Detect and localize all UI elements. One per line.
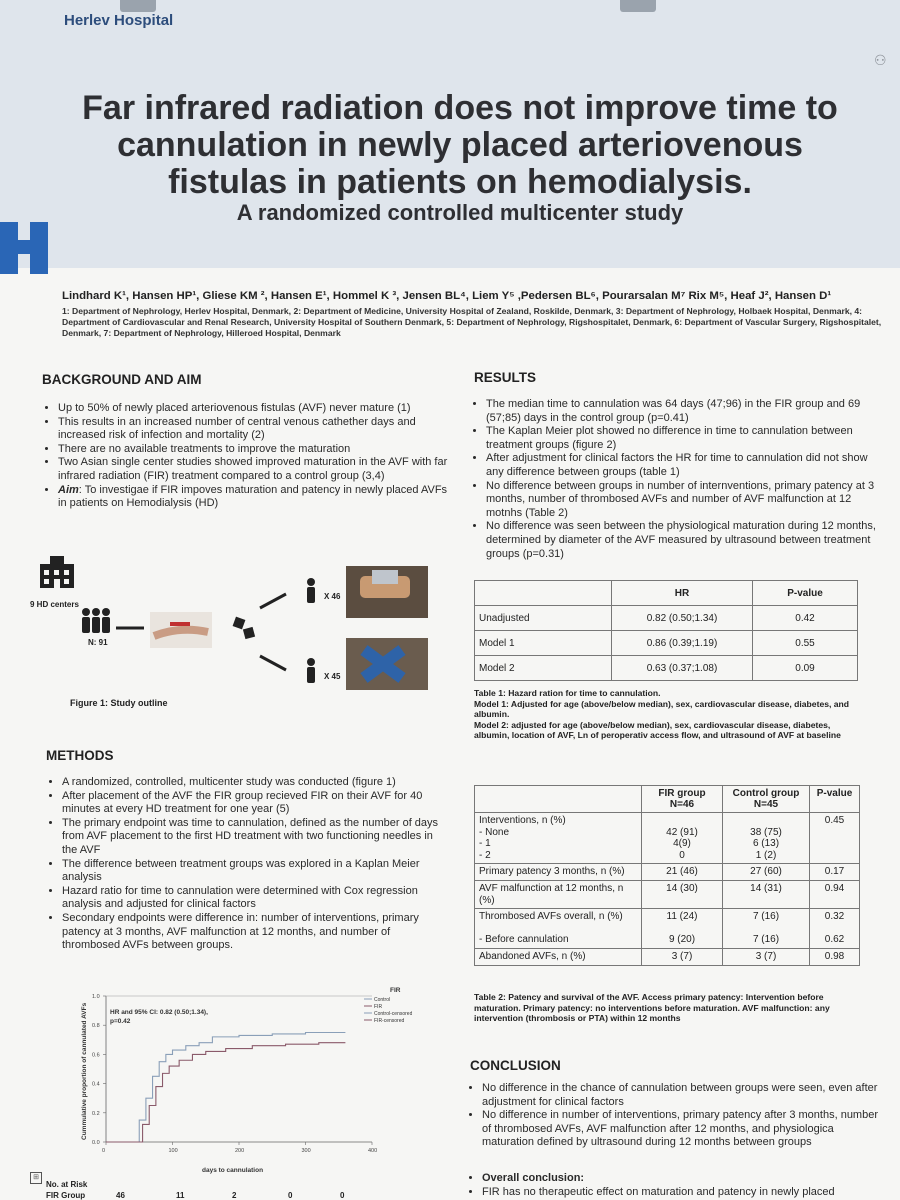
list-item: • The primary endpoint was time to cannulation, defined as the number of days from AVF placement to the first HD treatment with two functioning needles in the AVF bbox=[62, 817, 450, 858]
methods-list bbox=[46, 776, 450, 953]
poster-clip bbox=[620, 0, 656, 12]
table-cell: 0.32 0.62 bbox=[810, 909, 860, 949]
table-cell: 3 (7) bbox=[723, 948, 810, 965]
kaplan-meier-plot bbox=[72, 982, 412, 1182]
table-row bbox=[475, 948, 860, 965]
hospital-logo-icon bbox=[0, 222, 48, 274]
overall-conclusion-label: Overall conclusion: bbox=[482, 1172, 585, 1184]
list-item: • FIR has no therapeutic effect on maturation and patency in newly placed bbox=[482, 1186, 878, 1200]
table-cell: 0.94 bbox=[810, 880, 860, 908]
table-cell: Interventions, n (%) - None - 1 - 2 bbox=[475, 813, 642, 864]
km-y-tick-label: 0.6 bbox=[92, 1052, 100, 1059]
results-list bbox=[470, 398, 876, 561]
table-cell: Primary patency 3 months, n (%) bbox=[475, 864, 642, 881]
km-y-tick-label: 0.0 bbox=[92, 1140, 100, 1146]
control-device-photo bbox=[346, 638, 428, 690]
methods-title: METHODS bbox=[46, 748, 114, 763]
table-header-cell: P-value bbox=[753, 581, 858, 606]
km-ticks bbox=[92, 994, 377, 1154]
list-item: • Up to 50% of newly placed arteriovenous fistulas (AVF) never mature (1) bbox=[58, 402, 454, 416]
patients-group-icon bbox=[82, 608, 110, 633]
table1-caption-line: Table 1: Hazard ration for time to cannulation. bbox=[474, 688, 661, 698]
table-cell: 3 (7) bbox=[642, 948, 723, 965]
arm1-label: X 46 bbox=[324, 592, 341, 601]
table-cell: 0.42 bbox=[753, 606, 858, 631]
km-ylabel: Cummulative proportion of cannulated AVFs bbox=[81, 1002, 88, 1140]
table-row bbox=[475, 909, 860, 949]
km-annotation-line1: HR and 95% CI: 0.82 (0.50;1.34), bbox=[110, 1009, 208, 1016]
arrow-icon bbox=[260, 594, 286, 608]
km-y-tick-label: 1.0 bbox=[92, 994, 100, 1000]
table1-caption-line: Model 1: Adjusted for age (above/below median), sex, cardiovascular disease, diabetes, and albumin. bbox=[474, 698, 850, 720]
centers-label: 9 HD centers bbox=[30, 600, 79, 609]
corner-sticker-icon: ⚇ bbox=[874, 52, 887, 68]
table-cell: 0.09 bbox=[753, 656, 858, 681]
overall-conclusion-list bbox=[466, 1172, 878, 1199]
table-cell: Model 1 bbox=[475, 631, 612, 656]
list-item: • The median time to cannulation was 64 days (47;96) in the FIR group and 69 (57;85) days in the control group (p=0.41) bbox=[486, 398, 876, 425]
km-y-tick-label: 0.2 bbox=[92, 1110, 100, 1117]
study-outline-graphic bbox=[30, 552, 450, 712]
km-legend-title: FIR bbox=[390, 987, 401, 994]
table-cell: Thrombosed AVFs overall, n (%) - Before cannulation bbox=[475, 909, 642, 949]
list-item: • The Kaplan Meier plot showed no difference in time to cannulation between treatment groups (figure 2) bbox=[486, 425, 876, 452]
hospital-icon bbox=[40, 556, 74, 588]
km-legend-label: Control-censored bbox=[374, 1011, 412, 1017]
arm2-label: X 45 bbox=[324, 672, 341, 681]
table-cell: 27 (60) bbox=[723, 864, 810, 881]
km-annotation-line2: p=0.42 bbox=[110, 1018, 131, 1025]
study-outline-figure bbox=[30, 552, 450, 712]
table-header-cell: HR bbox=[612, 581, 753, 606]
table-row bbox=[475, 631, 858, 656]
list-item: • There are no available treatments to improve the maturation bbox=[58, 443, 454, 457]
poster-clip bbox=[120, 0, 156, 12]
km-x-tick-label: 400 bbox=[368, 1148, 378, 1154]
background-title: BACKGROUND AND AIM bbox=[42, 372, 202, 387]
table-header-cell: P-value bbox=[810, 786, 860, 813]
hospital-name: Herlev Hospital bbox=[64, 12, 174, 29]
person-icon bbox=[307, 578, 315, 603]
table-cell: 14 (30) bbox=[642, 880, 723, 908]
arrow-icon bbox=[260, 656, 286, 670]
table-header-row bbox=[475, 786, 860, 813]
km-y-tick-label: 0.4 bbox=[92, 1081, 100, 1088]
list-item: • No difference in the chance of cannulation between groups were seen, even after adjustment for clinical factors bbox=[482, 1082, 878, 1109]
list-item: • No difference between groups in number of internventions, primary patency at 3 months, number of thrombosed AVFs and number of AVF malfunction at 12 motnhs (Table 2) bbox=[486, 480, 876, 521]
table-header-cell: Control group N=45 bbox=[723, 786, 810, 813]
table-cell: 0.45 bbox=[810, 813, 860, 864]
list-item: • No difference in number of interventions, primary patency after 3 months, number of thrombosed AVFs, AVF malfunction after 12 months, and physiologica maturation defined by ultrasound during 12 months between groups bbox=[482, 1109, 878, 1150]
results-title: RESULTS bbox=[474, 370, 537, 385]
list-item: • The difference between treatment groups was explored in a Kaplan Meier analysis bbox=[62, 858, 450, 885]
table-cell: 42 (91) 4(9) 0 bbox=[642, 813, 723, 864]
list-item: • A randomized, controlled, multicenter study was conducted (figure 1) bbox=[62, 776, 450, 790]
risk-label: No. at Risk bbox=[46, 1180, 88, 1189]
list-item bbox=[58, 484, 454, 511]
table-row bbox=[475, 813, 860, 864]
risk-value: 0 bbox=[340, 1191, 345, 1200]
conclusion-title: CONCLUSION bbox=[470, 1058, 561, 1073]
poster-subtitle: A randomized controlled multicenter study bbox=[236, 200, 684, 225]
list-item bbox=[482, 1172, 878, 1186]
poster-title: Far infrared radiation does not improve time to cannulation in newly placed arteriovenous fistulas in patients on hemodialysis. bbox=[82, 89, 838, 201]
hazard-ratio-table bbox=[474, 580, 858, 681]
table-cell: AVF malfunction at 12 months, n (%) bbox=[475, 880, 642, 908]
risk-value: 46 bbox=[116, 1191, 125, 1200]
table-cell: 21 (46) bbox=[642, 864, 723, 881]
arm-measurement-photo bbox=[150, 612, 212, 648]
list-item: • Hazard ratio for time to cannulation were determined with Cox regression analysis and adjusted for clinical factors bbox=[62, 885, 450, 912]
table-row bbox=[475, 864, 860, 881]
figure1-caption: Figure 1: Study outline bbox=[70, 698, 168, 708]
table1-caption bbox=[474, 688, 854, 741]
background-list bbox=[42, 402, 454, 511]
km-legend-label: Control bbox=[374, 997, 391, 1003]
table-cell: 0.98 bbox=[810, 948, 860, 965]
km-y-tick-label: 0.8 bbox=[92, 1023, 100, 1030]
km-x-tick-label: 300 bbox=[301, 1148, 311, 1154]
km-legend-label: FIR bbox=[374, 1004, 383, 1010]
km-legend-label: FIR-censored bbox=[374, 1018, 405, 1024]
list-item: • After adjustment for clinical factors the HR for time to cannulation did not show any difference between groups (table 1) bbox=[486, 452, 876, 479]
kaplan-meier-figure bbox=[72, 982, 412, 1182]
aim-text: : To investigae if FIR impoves maturation and patency in newly placed AVFs in patients on Hemodialysis (HD) bbox=[58, 483, 448, 510]
table-cell: 14 (31) bbox=[723, 880, 810, 908]
table-cell: 0.55 bbox=[753, 631, 858, 656]
table-cell: 0.86 (0.39;1.19) bbox=[612, 631, 753, 656]
table-cell: Unadjusted bbox=[475, 606, 612, 631]
aim-label: Aim bbox=[58, 483, 79, 496]
km-xlabel: days to cannulation bbox=[202, 1167, 264, 1174]
list-item: • Two Asian single center studies showed improved maturation in the AVF with far infrared radiation (FIR) treatment compared to a control group (3,4) bbox=[58, 456, 454, 483]
risk-value: 11 bbox=[176, 1191, 185, 1200]
author-list: Lindhard K¹, Hansen HP¹, Gliese KM ², Hansen E¹, Hommel K ³, Jensen BL⁴, Liem Y⁵ ,Pedersen BL⁶, Pourarsalan M⁷ Rix M⁵, Heaf J², Hansen D¹ bbox=[62, 290, 832, 302]
risk-group-label: FIR Group bbox=[46, 1191, 86, 1200]
table-row bbox=[475, 656, 858, 681]
table-header-cell bbox=[475, 581, 612, 606]
km-series bbox=[106, 1033, 345, 1143]
risk-table-icon: ⊞ bbox=[30, 1172, 42, 1184]
table-row bbox=[475, 606, 858, 631]
table-header-cell bbox=[475, 786, 642, 813]
risk-value: 2 bbox=[232, 1191, 237, 1200]
km-x-tick-label: 100 bbox=[168, 1148, 178, 1154]
table-cell: 11 (24) 9 (20) bbox=[642, 909, 723, 949]
table-header-row bbox=[475, 581, 858, 606]
table2-caption: Table 2: Patency and survival of the AVF. Access primary patency: Intervention before maturation. Primary patency: no interventions before maturation. AVF malfunction: any intervention (thrombosis or PTA) within 12 months bbox=[474, 992, 830, 1024]
list-item: • This results in an increased number of central venous cathether days and increased risk of infection and mortality (2) bbox=[58, 416, 454, 443]
table-cell: 38 (75) 6 (13) 1 (2) bbox=[723, 813, 810, 864]
table-cell: 7 (16) 7 (16) bbox=[723, 909, 810, 949]
km-series-line bbox=[106, 1043, 345, 1142]
table-cell: 0.63 (0.37;1.08) bbox=[612, 656, 753, 681]
km-legend bbox=[364, 997, 412, 1024]
km-x-tick-label: 200 bbox=[235, 1148, 245, 1154]
table-header-cell: FIR group N=46 bbox=[642, 786, 723, 813]
affiliations: 1: Department of Nephrology, Herlev Hospital, Denmark, 2: Department of Medicine, University Hospital of Zealand, Roskilde, Denmark, 3: Department of Nephrology, Holbaek Hospital, Denmark, 4: Department of Cardiovascular and Renal Research, University Hospital of Southern Denmark, 5: Department of Nephrology, Rigshospitalet, Denmark, 6: Department of Vascular Surgery, Rigshospitalet, Denmark, 7: Department of Nephrology, Hilleroed Hospital, Denmark bbox=[62, 306, 882, 338]
table-row bbox=[475, 880, 860, 908]
person-icon bbox=[307, 658, 315, 683]
n-label: N: 91 bbox=[88, 638, 108, 647]
dice-icon bbox=[233, 617, 256, 640]
table-cell: 0.17 bbox=[810, 864, 860, 881]
fir-device-photo bbox=[346, 566, 428, 618]
patency-table bbox=[474, 785, 860, 966]
list-item: • After placement of the AVF the FIR group recieved FIR on their AVF for 40 minutes at every HD treatment for one year (5) bbox=[62, 790, 450, 817]
list-item: • Secondary endpoints were difference in: number of interventions, primary patency at 3 months, AVF malfunction at 12 months, and number of thrombosed AVFs between groups. bbox=[62, 912, 450, 953]
conclusion-list bbox=[466, 1082, 878, 1150]
table-cell: 0.82 (0.50;1.34) bbox=[612, 606, 753, 631]
km-x-tick-label: 0 bbox=[102, 1148, 106, 1154]
table1-caption-line: Model 2: adjusted for age (above/below median), sex, cardiovascular disease, diabetes, albumin, location of AVF, Ln of peroperativ access flow, and ultrasound of AVF at baseline bbox=[474, 719, 841, 741]
list-item: • No difference was seen between the physiological maturation during 12 months, determined by diameter of the AVF measured by ultrasound between treatment groups (p=0.31) bbox=[486, 520, 876, 561]
risk-value: 0 bbox=[288, 1191, 293, 1200]
table-cell: Abandoned AVFs, n (%) bbox=[475, 948, 642, 965]
table-cell: Model 2 bbox=[475, 656, 612, 681]
